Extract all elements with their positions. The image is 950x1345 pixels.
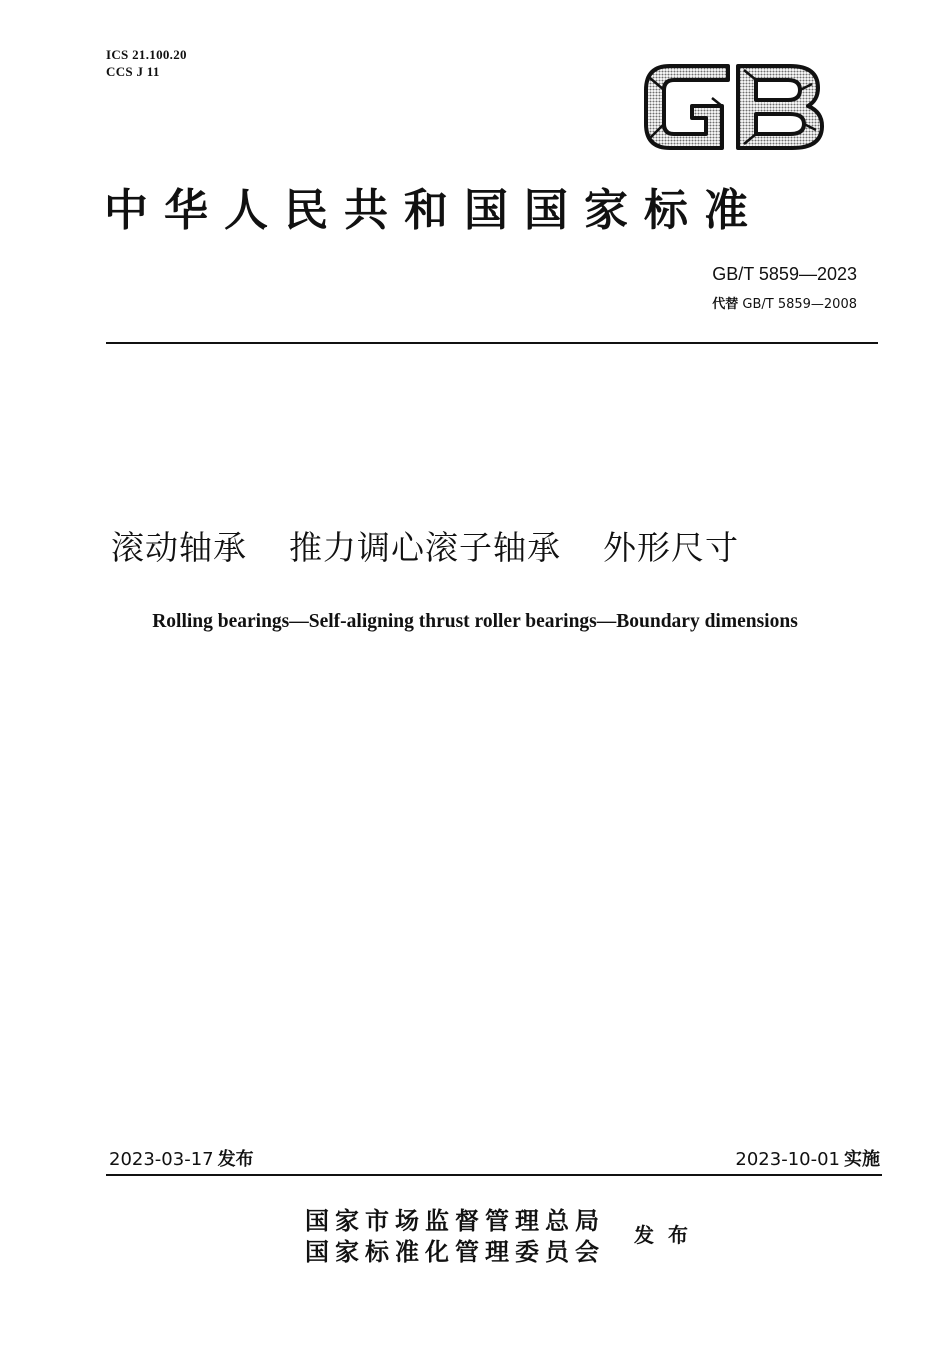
standard-number: GB/T 5859—2023 — [712, 264, 857, 284]
replaces-number: GB/T 5859—2008 — [742, 297, 857, 312]
implementation-date: 2023-10-01 — [735, 1149, 840, 1170]
issuing-authorities — [305, 1205, 605, 1267]
chinese-title-part3: 外形尺寸 — [603, 528, 739, 567]
chinese-title — [111, 525, 739, 571]
issuer-sac: 国家标准化管理委员会 — [305, 1237, 605, 1266]
publish-label: 发布 — [634, 1223, 702, 1247]
replaces-label: 代替 — [712, 297, 739, 312]
implementation-date-line — [735, 1148, 880, 1172]
issuer-samr: 国家市场监督管理总局 — [305, 1206, 605, 1235]
ccs-code: CCS J 11 — [106, 64, 160, 79]
issue-date-line — [109, 1148, 254, 1172]
gb-logo-icon — [640, 58, 826, 154]
classification-codes — [106, 46, 187, 80]
chinese-title-part2: 推力调心滚子轴承 — [289, 528, 561, 567]
header-divider — [106, 342, 878, 344]
replaces-line — [712, 296, 857, 314]
issue-date: 2023-03-17 — [109, 1149, 214, 1170]
implementation-date-suffix: 实施 — [844, 1149, 880, 1170]
national-standard-title: 中华人民共和国国家标准 — [104, 185, 764, 236]
footer-divider — [106, 1174, 882, 1176]
ics-code: ICS 21.100.20 — [106, 47, 187, 62]
issue-date-suffix: 发布 — [217, 1149, 254, 1170]
chinese-title-part1: 滚动轴承 — [111, 528, 247, 567]
english-title: Rolling bearings—Self-aligning thrust roller bearings—Boundary dimensions — [152, 611, 798, 632]
